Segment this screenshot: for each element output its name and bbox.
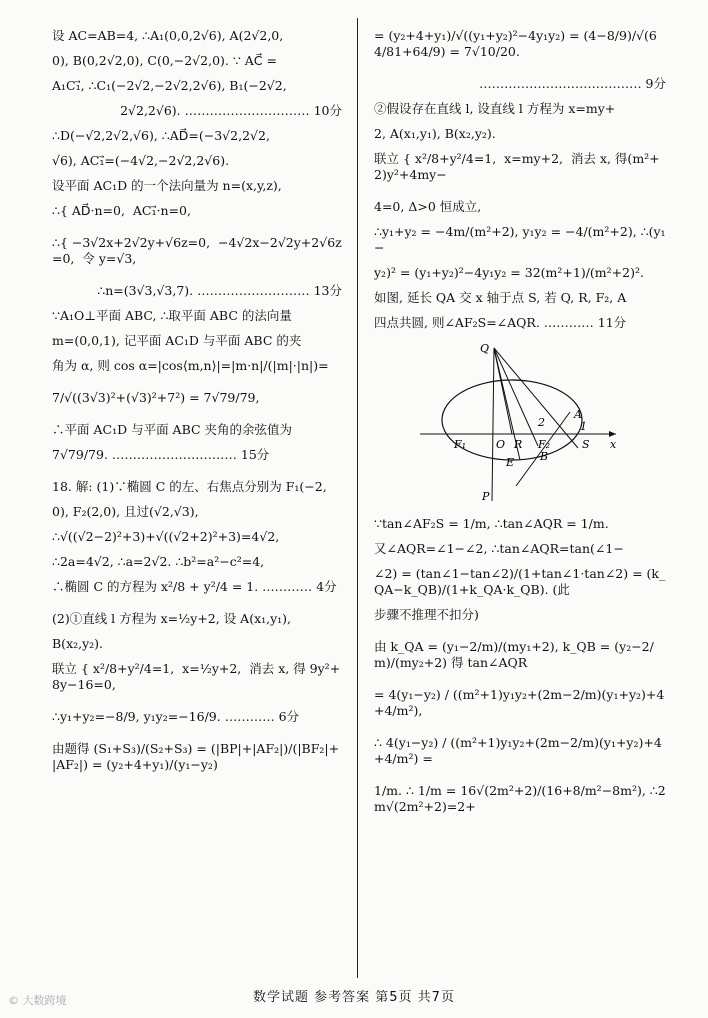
formula-line: ∠2) = (tan∠1−tan∠2)/(1+tan∠1·tan∠2) = (k_QA−k_QB)/(1+k_QA·k_QB). (此 [374, 566, 666, 597]
text-line: 0), F₂(2,0), 且过(√2,√3), [52, 504, 199, 519]
watermark: © 大数跨境 [8, 994, 67, 1007]
formula-line: ∴2a=4√2, ∴a=2√2. ∴b²=a²−c²=4, [52, 554, 265, 569]
text-line: 0), B(0,2√2,0), C(0,−2√2,0). ∵ AC⃗ = [52, 53, 277, 68]
formula-line: y₂)² = (y₁+y₂)²−4y₁y₂ = 32(m²+1)/(m²+2)². [374, 265, 644, 280]
text-line: 设 AC=AB=4, ∴A₁(0,0,2√6), A(2√2,0, [52, 28, 284, 43]
text-line: (2)①直线 l 方程为 x=½y+2, 设 A(x₁,y₁), [52, 611, 292, 626]
formula-line: 由题得 (S₁+S₃)/(S₂+S₃) = (|BP|+|AF₂|)/(|BF₂|+|AF₂|) = (y₂+4+y₁)/(y₁−y₂) [52, 741, 340, 772]
formula-line: ∵tan∠AF₂S = 1/m, ∴tan∠AQR = 1/m. [374, 516, 609, 531]
line-QB [494, 348, 538, 446]
score-line: ∴椭圆 C 的方程为 x²/8 + y²/4 = 1. ………… 4分 [52, 579, 337, 594]
label-angle-2: 2 [538, 416, 545, 429]
right-column [374, 28, 666, 968]
formula-line: 1/m. ∴ 1/m = 16√(2m²+2)/(16+8/m²−8m²), ∴2m√(2m²+2)=2+ [374, 783, 666, 814]
formula-line: 由 k_QA = (y₁−2/m)/(my₁+2), k_QB = (y₂−2/m)/(my₂+2) 得 tan∠AQR [374, 639, 654, 670]
x-axis-arrow [609, 431, 616, 437]
text-line: 设平面 AC₁D 的一个法向量为 n=(x,y,z), [52, 178, 282, 193]
text-line: B(x₂,y₂). [52, 636, 104, 651]
score-line: 2√2,2√6). ………………………… 10分 [120, 103, 342, 118]
text-line: √6), AC₁⃗=(−4√2,−2√2,2√6). [52, 153, 230, 168]
label-O: O [496, 438, 506, 451]
label-A: A [574, 408, 582, 421]
label-Q: Q [480, 342, 490, 355]
line-QS [494, 348, 578, 448]
label-F2: F₂ [538, 438, 551, 451]
left-column [52, 28, 342, 968]
equation-system: 联立 { x²/8+y²/4=1, x=my+2, 消去 x, 得(m²+2)y²+4my− [374, 151, 660, 182]
label-angle-1: 1 [580, 420, 587, 433]
label-B: B [540, 450, 549, 463]
label-F1: F₁ [454, 438, 467, 451]
label-P: P [482, 490, 490, 503]
problem-heading: 18. 解: (1)∵椭圆 C 的左、右焦点分别为 F₁(−2, [52, 479, 327, 494]
ellipse-figure [420, 336, 620, 506]
text-line: A₁C₁⃗, ∴C₁(−2√2,−2√2,2√6), B₁(−2√2, [52, 78, 287, 93]
equation-system: ∴{ AD⃗·n=0, AC₁⃗·n=0, [52, 203, 191, 218]
text-line: m=(0,0,1), 记平面 AC₁D 与平面 ABC 的夹 [52, 333, 302, 348]
text-line: 如图, 延长 QA 交 x 轴于点 S, 若 Q, R, F₂, A [374, 290, 627, 305]
formula-line: 又∠AQR=∠1−∠2, ∴tan∠AQR=tan(∠1− [374, 541, 624, 556]
label-E: E [506, 456, 515, 469]
label-S: S [582, 438, 590, 451]
text-line: ∴平面 AC₁D 与平面 ABC 夹角的余弦值为 [52, 422, 293, 437]
text-line: 4=0, Δ>0 恒成立, [374, 199, 482, 214]
page-footer: 数学试题 参考答案 第5页 共7页 [253, 990, 455, 1005]
label-R: R [514, 438, 523, 451]
text-line: 角为 α, 则 cos α=|cos⟨m,n⟩|=|m·n|/(|m|·|n|)= [52, 358, 329, 373]
column-divider [357, 18, 358, 978]
formula-line: ∴ 4(y₁−y₂) / ((m²+1)y₁y₂+(2m−2/m)(y₁+y₂)+4+4/m²) = [374, 735, 662, 766]
equation-system: ∴{ −3√2x+2√2y+√6z=0, −4√2x−2√2y+2√6z=0, 令 y=√3, [52, 235, 342, 266]
text-line: ②假设存在直线 l, 设直线 l 方程为 x=my+ [374, 101, 616, 116]
line-QP [492, 348, 494, 501]
formula-line: = (y₂+4+y₁)/√((y₁+y₂)²−4y₁y₂) = (4−8/9)/√(64/81+64/9) = 7√10/20. [374, 28, 657, 59]
text-line: ∴D(−√2,2√2,√6), ∴AD⃗=(−3√2,2√2, [52, 128, 270, 143]
equation-system: 联立 { x²/8+y²/4=1, x=½y+2, 消去 x, 得 9y²+8y−16=0, [52, 661, 341, 692]
formula-line: ∴y₁+y₂ = −4m/(m²+2), y₁y₂ = −4/(m²+2), ∴(y₁− [374, 224, 666, 255]
text-line: 2, A(x₁,y₁), B(x₂,y₂). [374, 126, 496, 141]
score-line: 7√79/79. ………………………… 15分 [52, 447, 270, 462]
formula-line: = 4(y₁−y₂) / ((m²+1)y₁y₂+(2m−2/m)(y₁+y₂)+4+4/m²), [374, 687, 665, 718]
score-line: 四点共圆, 则∠AF₂S=∠AQR. ………… 11分 [374, 315, 627, 330]
score-line: ………………………………… 9分 [479, 76, 666, 91]
formula-line: 7/√((3√3)²+(√3)²+7²) = 7√79/79, [52, 390, 260, 405]
text-line: ∵A₁O⊥平面 ABC, ∴取平面 ABC 的法向量 [52, 308, 292, 323]
score-line: ∴y₁+y₂=−8/9, y₁y₂=−16/9. ………… 6分 [52, 709, 300, 724]
text-line: 步骤不推理不扣分) [374, 607, 479, 622]
label-x: x [610, 438, 617, 451]
formula-line: ∴√((√2−2)²+3)+√((√2+2)²+3)=4√2, [52, 529, 280, 544]
score-line: ∴n=(3√3,√3,7). ……………………… 13分 [97, 283, 342, 298]
